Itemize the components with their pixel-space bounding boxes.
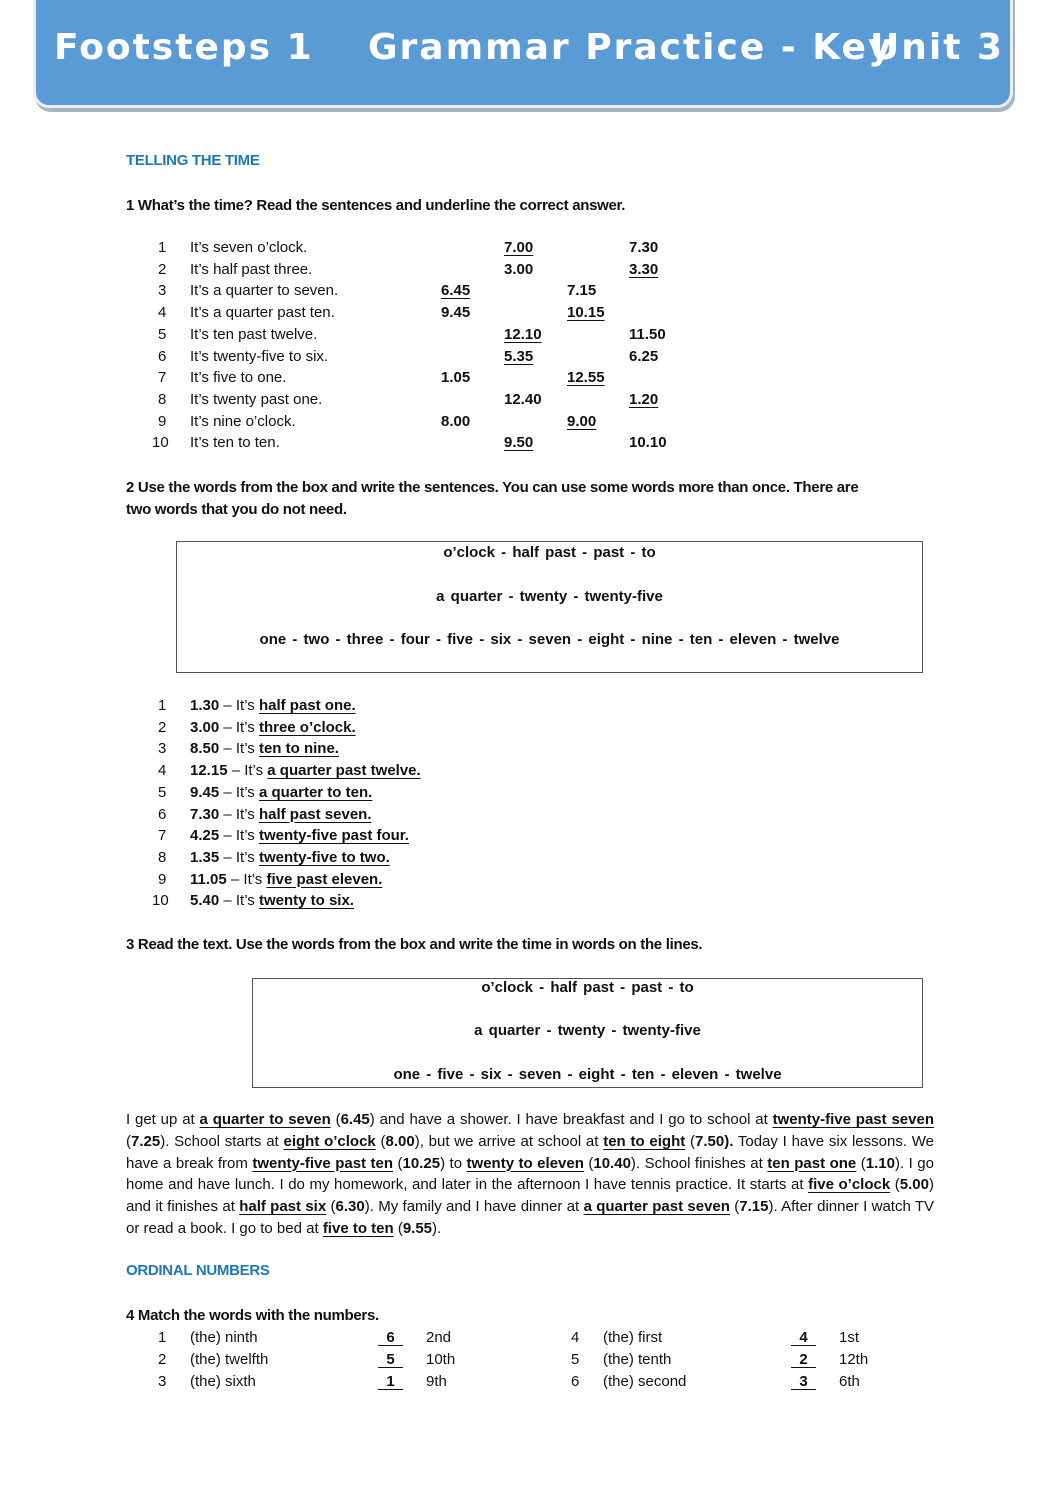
exercise-2-item [0,738,1058,760]
text-segment: ) and it finishes at [126,1176,934,1216]
ordinal-word: (the) tenth [603,1351,672,1368]
item-sentence [190,847,390,869]
item-sentence [190,717,356,739]
answer-blank: five o’clock [808,1176,891,1194]
item-sentence: It’s ten past twelve. [190,325,318,343]
word-box-line: o’clock - half past - past - to [481,979,694,996]
exercise-2-instruction-line-2: two words that you do not need. [126,501,347,518]
item-number: 8 [158,848,167,866]
exercise-1-item [0,367,1058,389]
exercise-2-instruction [126,477,946,521]
header-banner [33,0,1013,108]
match-item [0,1371,1058,1393]
item-sentence: It’s half past three. [190,260,313,278]
item-prefix: – It’s [227,762,268,780]
time-value: 9.55 [402,1219,433,1237]
item-prefix: – It’s [219,805,259,823]
word-box-line: o’clock - half past - past - to [443,544,656,561]
ordinal-number: 9th [426,1373,447,1390]
item-sentence [190,869,382,891]
answer-option: 6.25 [629,347,659,365]
answer-option: 10.10 [629,434,667,452]
item-time: 11.05 [190,870,227,888]
exercise-1-item [0,302,1058,324]
answer-blank: half past six [239,1198,327,1216]
answer-option: 7.15 [567,282,597,300]
item-sentence [190,890,354,912]
item-answer: twenty-five past four. [258,827,409,845]
time-value: 6.45 [340,1111,370,1128]
match-answer: 4 [791,1329,817,1346]
item-number: 4 [158,762,167,780]
exercise-1-item [0,259,1058,281]
item-number: 3 [158,282,167,300]
item-time: 5.40 [190,892,220,910]
item-number: 6 [571,1373,580,1390]
item-number: 1 [158,1329,167,1346]
book-title: Footsteps 1 [54,27,314,68]
exercise-3-word-box [252,978,923,1088]
item-answer: five past eleven. [266,870,383,888]
ordinal-word: (the) twelfth [190,1351,269,1368]
item-prefix: – It’s [219,718,259,736]
answer-blank: five to ten [322,1219,394,1237]
answer-blank: a quarter past seven [583,1198,730,1216]
item-prefix: – It’s [219,848,259,866]
item-time: 9.45 [190,783,220,801]
item-time: 12.15 [190,762,228,780]
ordinal-word: (the) ninth [190,1329,258,1346]
word-box-line: one - two - three - four - five - six - seven - eight - nine - ten - eleven - twelve [259,631,840,648]
item-answer: a quarter to ten. [258,783,373,801]
item-answer: twenty to six. [258,892,354,910]
item-sentence: It’s twenty past one. [190,390,323,408]
match-answer: 5 [378,1351,404,1368]
text-segment: ( [729,1198,740,1216]
time-value: 1.10 [865,1154,895,1172]
exercise-2-item [0,847,1058,869]
text-segment: ). My family and I have dinner at [364,1198,584,1216]
item-answer: ten to nine. [258,740,339,758]
item-number: 9 [158,870,167,888]
ordinal-number: 10th [426,1351,456,1368]
item-number: 2 [158,718,167,736]
correct-answer-option: 7.00 [504,239,534,256]
text-segment: ). After dinner I watch TV or read a book. I go to bed at [126,1198,935,1237]
text-segment: ( [375,1132,386,1150]
match-item [0,1349,1058,1371]
item-sentence: It’s twenty-five to six. [190,347,329,365]
exercise-1-item [0,389,1058,411]
item-number: 2 [158,1351,167,1368]
item-sentence [190,782,372,804]
text-segment: ). School finishes at [630,1154,768,1172]
time-value: 7.25 [131,1132,161,1150]
item-sentence [190,804,372,826]
answer-option: 9.45 [441,304,471,322]
text-segment: ( [393,1219,403,1237]
item-number: 8 [158,390,167,408]
item-prefix: – It’s [219,783,259,801]
item-time: 7.30 [190,805,220,823]
text-segment: ( [326,1198,336,1216]
text-segment: ) to [440,1154,467,1172]
match-answer: 3 [791,1373,817,1390]
time-value: 10.25 [402,1154,441,1172]
section-title-telling-time: TELLING THE TIME [126,152,260,169]
time-value: 10.40 [593,1154,631,1172]
item-answer: a quarter past twelve. [267,762,421,780]
item-number: 3 [158,740,167,758]
exercise-2-item [0,825,1058,847]
correct-answer-option: 3.30 [629,260,659,278]
item-number: 9 [158,412,167,430]
text-segment: ). [432,1219,442,1237]
correct-answer-option: 6.45 [441,282,471,300]
correct-answer-option: 9.00 [567,412,597,430]
correct-answer-option: 1.20 [629,390,659,408]
text-segment: ( [856,1154,866,1172]
exercise-2-item [0,760,1058,782]
item-time: 1.30 [190,697,220,714]
text-segment: ( [583,1154,594,1172]
item-prefix: – It’s [219,697,259,714]
item-number: 5 [158,325,167,343]
item-answer: half past one. [258,697,356,714]
exercise-4-instruction: 4 Match the words with the numbers. [126,1307,379,1324]
text-segment: ). I go home and have lunch. I do my homework, and later in the afternoon I have tennis practice. It starts at [126,1154,934,1194]
item-number: 2 [158,260,167,278]
time-value: 5.00 [899,1176,929,1194]
word-box-line: a quarter - twenty - twenty-five [474,1022,701,1039]
time-value: 8.00 [385,1132,415,1150]
section-title-ordinal-numbers: ORDINAL NUMBERS [126,1262,270,1279]
exercise-1-item [0,411,1058,433]
answer-option: 12.40 [504,390,542,408]
exercise-1-item [0,324,1058,346]
item-number: 4 [571,1329,580,1346]
ordinal-number: 1st [839,1329,860,1346]
answer-option: 8.00 [441,412,471,430]
answer-option: 1.05 [441,369,471,387]
item-number: 1 [158,239,167,256]
text-segment: ( [685,1132,695,1150]
exercise-1-item [0,280,1058,302]
item-number: 1 [158,697,167,714]
time-value: 7.15 [739,1198,769,1216]
exercise-2-instruction-line-1: 2 Use the words from the box and write the sentences. You can use some words more than once. There are [126,479,859,496]
item-number: 5 [158,783,167,801]
item-number: 5 [571,1351,580,1368]
correct-answer-option: 12.10 [504,325,542,343]
item-sentence: It’s a quarter past ten. [190,304,335,322]
ordinal-number: 6th [839,1373,860,1390]
exercise-1-instruction: 1 What’s the time? Read the sentences and underline the correct answer. [126,197,626,214]
worksheet-title: Grammar Practice - Key [368,27,894,68]
exercise-2-item [0,804,1058,826]
item-sentence: It’s nine o’clock. [190,412,296,430]
answer-option: 3.00 [504,260,534,278]
item-answer: three o’clock. [258,718,356,736]
item-number: 10 [152,434,169,452]
exercise-1-item [0,432,1058,454]
item-prefix: – It’s [219,827,259,845]
item-prefix: – It’s [219,892,259,910]
exercise-2-word-box [176,541,923,673]
exercise-2-item [0,782,1058,804]
correct-answer-option: 9.50 [504,434,534,452]
match-answer: 1 [378,1373,404,1390]
exercise-1-item [0,237,1058,259]
item-number: 10 [152,892,169,910]
text-segment: ) and have a shower. I have breakfast and I go to school at [369,1111,773,1128]
ordinal-word: (the) second [603,1373,687,1390]
match-answer: 2 [791,1351,817,1368]
item-sentence: It’s seven o’clock. [190,239,308,256]
match-answer: 6 [378,1329,404,1346]
correct-answer-option: 5.35 [504,347,534,365]
time-value: 7.50). [695,1132,734,1150]
ordinal-word: (the) sixth [190,1373,256,1390]
exercise-3-instruction: 3 Read the text. Use the words from the box and write the time in words on the lines. [126,936,703,953]
exercise-2-item [0,890,1058,912]
item-time: 3.00 [190,718,220,736]
item-number: 3 [158,1373,167,1390]
text-segment: ), but we arrive at school at [414,1132,604,1150]
ordinal-word: (the) first [603,1329,663,1346]
text-segment: I get up at [126,1111,200,1128]
item-sentence: It’s ten to ten. [190,434,280,452]
answer-blank: a quarter to seven [199,1111,331,1128]
answer-option: 11.50 [629,325,666,343]
exercise-2-item [0,869,1058,891]
match-item [0,1327,1058,1349]
item-sentence [190,760,421,782]
item-number: 4 [158,304,167,322]
correct-answer-option: 12.55 [567,369,605,387]
answer-blank: twenty-five past seven [772,1111,934,1128]
exercise-2-item [0,717,1058,739]
answer-blank: twenty to eleven [466,1154,584,1172]
unit-label: Unit 3 [870,27,1004,68]
text-segment: ( [330,1111,341,1128]
item-number: 6 [158,805,167,823]
time-value: 6.30 [335,1198,365,1216]
exercise-2-item [0,695,1058,717]
answer-blank: ten to eight [603,1132,686,1150]
item-answer: twenty-five to two. [258,848,390,866]
text-segment: ). School starts at [160,1132,284,1150]
text-segment: ( [393,1154,403,1172]
item-time: 1.35 [190,848,220,866]
word-box-line: a quarter - twenty - twenty-five [436,588,663,605]
ordinal-number: 12th [839,1351,869,1368]
text-segment: ( [126,1132,131,1150]
ordinal-number: 2nd [426,1329,452,1346]
answer-blank: twenty-five past ten [252,1154,394,1172]
exercise-3-text [126,1109,934,1240]
item-sentence [190,695,356,717]
item-answer: half past seven. [258,805,372,823]
exercise-1-item [0,346,1058,368]
text-segment: ( [890,1176,900,1194]
item-prefix: – It’s [219,740,259,758]
answer-blank: eight o’clock [283,1132,376,1150]
item-number: 7 [158,369,167,387]
answer-option: 7.30 [629,239,659,256]
item-time: 8.50 [190,740,220,758]
answer-blank: ten past one [767,1154,857,1172]
item-sentence [190,738,339,760]
item-sentence [190,825,409,847]
item-time: 4.25 [190,827,220,845]
correct-answer-option: 10.15 [567,304,605,322]
item-number: 6 [158,347,167,365]
item-prefix: – It’s [226,870,267,888]
item-sentence: It’s five to one. [190,369,287,387]
item-sentence: It’s a quarter to seven. [190,282,339,300]
text-segment: Today I have six lessons. We have a break from [126,1132,934,1172]
word-box-line: one - five - six - seven - eight - ten - eleven - twelve [393,1066,782,1083]
item-number: 7 [158,827,167,845]
